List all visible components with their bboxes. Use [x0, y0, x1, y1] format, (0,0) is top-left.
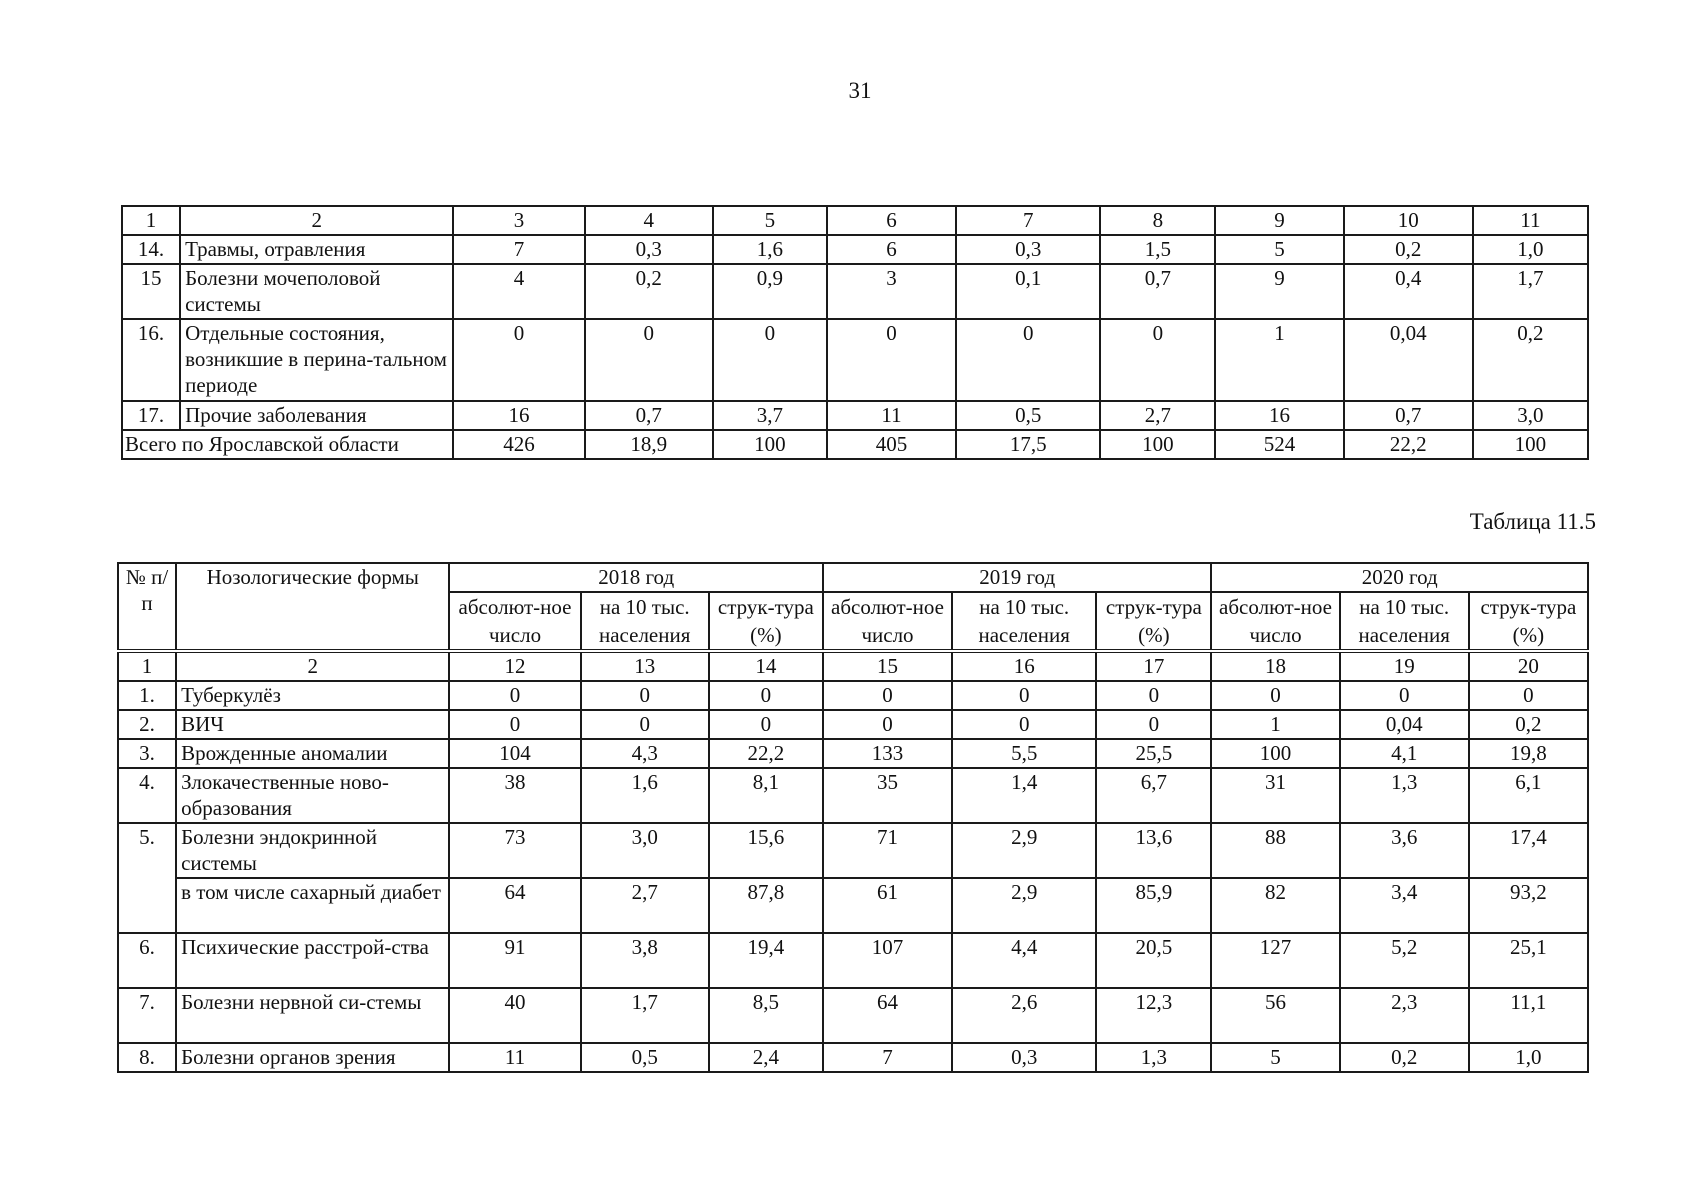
row-name: Болезни органов зрения — [176, 1043, 449, 1072]
row-number: 4. — [118, 768, 176, 823]
value-cell: 0 — [952, 710, 1096, 739]
table-row — [118, 681, 1588, 710]
value-cell: 4,4 — [952, 933, 1096, 988]
value-cell: 1 — [1215, 319, 1343, 401]
header-num: № п/п — [118, 563, 176, 651]
row-number: 7. — [118, 988, 176, 1043]
value-cell: 5,5 — [952, 739, 1096, 768]
value-cell: 0,2 — [585, 264, 713, 319]
value-cell: 0 — [1096, 681, 1211, 710]
value-cell: 3,6 — [1340, 823, 1469, 878]
value-cell: 0,7 — [1344, 401, 1473, 430]
value-cell: 0 — [823, 681, 952, 710]
row-number: 8. — [118, 1043, 176, 1072]
value-cell: 64 — [449, 878, 580, 933]
header-year: 2020 год — [1211, 563, 1588, 592]
value-cell: 0,2 — [1473, 319, 1588, 401]
value-cell: 31 — [1211, 768, 1339, 823]
value-cell: 0,7 — [585, 401, 713, 430]
value-cell: 0 — [713, 319, 827, 401]
value-cell: 0,04 — [1344, 319, 1473, 401]
total-value-cell: 405 — [827, 430, 956, 459]
header-sub: струк-тура (%) — [1469, 592, 1588, 651]
row-number: 17. — [122, 401, 180, 430]
total-value-cell: 22,2 — [1344, 430, 1473, 459]
total-value-cell: 100 — [1473, 430, 1588, 459]
header-sub: абсолют-ное число — [823, 592, 952, 651]
total-value-cell: 426 — [453, 430, 584, 459]
row-number: 6. — [118, 933, 176, 988]
value-cell: 104 — [449, 739, 580, 768]
value-cell: 1,3 — [1096, 1043, 1211, 1072]
row-number: 16. — [122, 319, 180, 401]
column-index-cell: 7 — [956, 206, 1100, 235]
value-cell: 91 — [449, 933, 580, 988]
table-row — [118, 768, 1588, 823]
value-cell: 0,9 — [713, 264, 827, 319]
value-cell: 38 — [449, 768, 580, 823]
value-cell: 64 — [823, 988, 952, 1043]
header-sub: струк-тура (%) — [1096, 592, 1211, 651]
row-number: 1. — [118, 681, 176, 710]
column-index-cell: 9 — [1215, 206, 1343, 235]
value-cell: 1,7 — [1473, 264, 1588, 319]
value-cell: 2,9 — [952, 878, 1096, 933]
total-value-cell: 18,9 — [585, 430, 713, 459]
value-cell: 0 — [1211, 681, 1339, 710]
column-index-row — [118, 651, 1588, 681]
row-number: 15 — [122, 264, 180, 319]
value-cell: 87,8 — [709, 878, 823, 933]
value-cell: 56 — [1211, 988, 1339, 1043]
column-index-cell: 12 — [449, 651, 580, 681]
value-cell: 0 — [956, 319, 1100, 401]
table-continuation — [121, 205, 1589, 460]
value-cell: 0,5 — [956, 401, 1100, 430]
value-cell: 0 — [1469, 681, 1588, 710]
value-cell: 0,04 — [1340, 710, 1469, 739]
value-cell: 0 — [449, 710, 580, 739]
value-cell: 1,3 — [1340, 768, 1469, 823]
header-sub: на 10 тыс. населения — [581, 592, 709, 651]
table-caption: Таблица 11.5 — [1469, 509, 1596, 534]
value-cell: 0 — [581, 710, 709, 739]
value-cell: 2,3 — [1340, 988, 1469, 1043]
value-cell: 16 — [453, 401, 584, 430]
value-cell: 88 — [1211, 823, 1339, 878]
value-cell: 1,7 — [581, 988, 709, 1043]
table-row — [122, 401, 1588, 430]
row-number: 2. — [118, 710, 176, 739]
value-cell: 22,2 — [709, 739, 823, 768]
column-index-cell: 3 — [453, 206, 584, 235]
header-sub: на 10 тыс. населения — [952, 592, 1096, 651]
column-index-cell: 20 — [1469, 651, 1588, 681]
column-index-cell: 11 — [1473, 206, 1588, 235]
header-year: 2018 год — [449, 563, 822, 592]
value-cell: 0 — [952, 681, 1096, 710]
column-index-cell: 13 — [581, 651, 709, 681]
value-cell: 11,1 — [1469, 988, 1588, 1043]
value-cell: 3,8 — [581, 933, 709, 988]
value-cell: 0 — [453, 319, 584, 401]
value-cell: 73 — [449, 823, 580, 878]
column-index-cell: 15 — [823, 651, 952, 681]
value-cell: 0,2 — [1344, 235, 1473, 264]
value-cell: 0 — [585, 319, 713, 401]
row-number: 14. — [122, 235, 180, 264]
table-row — [118, 739, 1588, 768]
value-cell: 61 — [823, 878, 952, 933]
value-cell: 8,1 — [709, 768, 823, 823]
value-cell: 12,3 — [1096, 988, 1211, 1043]
value-cell: 4,3 — [581, 739, 709, 768]
row-name: Болезни нервной си-стемы — [176, 988, 449, 1043]
value-cell: 7 — [823, 1043, 952, 1072]
value-cell: 6,7 — [1096, 768, 1211, 823]
column-index-cell: 1 — [122, 206, 180, 235]
value-cell: 1 — [1211, 710, 1339, 739]
value-cell: 5 — [1211, 1043, 1339, 1072]
value-cell: 11 — [449, 1043, 580, 1072]
value-cell: 5 — [1215, 235, 1343, 264]
value-cell: 127 — [1211, 933, 1339, 988]
value-cell: 3,0 — [1473, 401, 1588, 430]
value-cell: 0,5 — [581, 1043, 709, 1072]
value-cell: 13,6 — [1096, 823, 1211, 878]
column-index-cell: 1 — [118, 651, 176, 681]
value-cell: 16 — [1215, 401, 1343, 430]
table-11-5 — [117, 562, 1589, 1073]
table-row — [122, 319, 1588, 401]
value-cell: 1,5 — [1100, 235, 1215, 264]
value-cell: 0 — [449, 681, 580, 710]
value-cell: 0,1 — [956, 264, 1100, 319]
value-cell: 6 — [827, 235, 956, 264]
column-index-cell: 6 — [827, 206, 956, 235]
header-sub: абсолют-ное число — [449, 592, 580, 651]
total-row — [122, 430, 1588, 459]
header-row-years — [118, 563, 1588, 592]
column-index-cell: 4 — [585, 206, 713, 235]
table-row — [118, 988, 1588, 1043]
value-cell: 25,1 — [1469, 933, 1588, 988]
header-name: Нозологические формы — [176, 563, 449, 651]
value-cell: 0,3 — [956, 235, 1100, 264]
value-cell: 0 — [709, 681, 823, 710]
value-cell: 0,2 — [1340, 1043, 1469, 1072]
total-value-cell: 524 — [1215, 430, 1343, 459]
value-cell: 82 — [1211, 878, 1339, 933]
column-index-cell: 8 — [1100, 206, 1215, 235]
value-cell: 133 — [823, 739, 952, 768]
column-index-row — [122, 206, 1588, 235]
value-cell: 1,4 — [952, 768, 1096, 823]
value-cell: 85,9 — [1096, 878, 1211, 933]
column-index-cell: 16 — [952, 651, 1096, 681]
column-index-cell: 19 — [1340, 651, 1469, 681]
value-cell: 9 — [1215, 264, 1343, 319]
table-row — [118, 710, 1588, 739]
row-name: Отдельные состояния, возникшие в перина-тальном периоде — [180, 319, 453, 401]
value-cell: 40 — [449, 988, 580, 1043]
value-cell: 20,5 — [1096, 933, 1211, 988]
value-cell: 35 — [823, 768, 952, 823]
table-row — [122, 235, 1588, 264]
row-name: в том числе сахарный диабет — [176, 878, 449, 933]
table-row — [118, 1043, 1588, 1072]
value-cell: 1,0 — [1473, 235, 1588, 264]
row-name: Психические расстрой-ства — [176, 933, 449, 988]
row-name: ВИЧ — [176, 710, 449, 739]
value-cell: 3 — [827, 264, 956, 319]
page-number: 31 — [848, 78, 872, 103]
header-sub: абсолют-ное число — [1211, 592, 1339, 651]
row-name: Туберкулёз — [176, 681, 449, 710]
value-cell: 0 — [823, 710, 952, 739]
value-cell: 0 — [1100, 319, 1215, 401]
value-cell: 0 — [1340, 681, 1469, 710]
value-cell: 93,2 — [1469, 878, 1588, 933]
value-cell: 0 — [581, 681, 709, 710]
total-value-cell: 17,5 — [956, 430, 1100, 459]
table-row — [118, 823, 1588, 878]
value-cell: 15,6 — [709, 823, 823, 878]
value-cell: 0,2 — [1469, 710, 1588, 739]
value-cell: 19,8 — [1469, 739, 1588, 768]
table-row — [122, 264, 1588, 319]
value-cell: 3,4 — [1340, 878, 1469, 933]
value-cell: 3,0 — [581, 823, 709, 878]
column-index-cell: 2 — [176, 651, 449, 681]
value-cell: 0,3 — [952, 1043, 1096, 1072]
header-year: 2019 год — [823, 563, 1212, 592]
table-row — [118, 933, 1588, 988]
row-number: 3. — [118, 739, 176, 768]
value-cell: 2,4 — [709, 1043, 823, 1072]
total-label: Всего по Ярославской области — [122, 430, 453, 459]
value-cell: 19,4 — [709, 933, 823, 988]
value-cell: 2,6 — [952, 988, 1096, 1043]
row-name: Болезни мочеполовой системы — [180, 264, 453, 319]
row-name: Злокачественные ново-образования — [176, 768, 449, 823]
value-cell: 4,1 — [1340, 739, 1469, 768]
row-name: Болезни эндокринной системы — [176, 823, 449, 878]
value-cell: 17,4 — [1469, 823, 1588, 878]
value-cell: 71 — [823, 823, 952, 878]
column-index-cell: 17 — [1096, 651, 1211, 681]
column-index-cell: 2 — [180, 206, 453, 235]
header-sub: струк-тура (%) — [709, 592, 823, 651]
value-cell: 3,7 — [713, 401, 827, 430]
value-cell: 1,6 — [581, 768, 709, 823]
value-cell: 1,0 — [1469, 1043, 1588, 1072]
value-cell: 2,7 — [581, 878, 709, 933]
column-index-cell: 5 — [713, 206, 827, 235]
value-cell: 8,5 — [709, 988, 823, 1043]
value-cell: 25,5 — [1096, 739, 1211, 768]
value-cell: 5,2 — [1340, 933, 1469, 988]
value-cell: 100 — [1211, 739, 1339, 768]
column-index-cell: 18 — [1211, 651, 1339, 681]
value-cell: 0,3 — [585, 235, 713, 264]
row-name: Прочие заболевания — [180, 401, 453, 430]
column-index-cell: 10 — [1344, 206, 1473, 235]
value-cell: 0,4 — [1344, 264, 1473, 319]
value-cell: 11 — [827, 401, 956, 430]
total-value-cell: 100 — [713, 430, 827, 459]
value-cell: 6,1 — [1469, 768, 1588, 823]
column-index-cell: 14 — [709, 651, 823, 681]
value-cell: 0 — [1096, 710, 1211, 739]
value-cell: 2,9 — [952, 823, 1096, 878]
row-name: Травмы, отравления — [180, 235, 453, 264]
row-number: 5. — [118, 823, 176, 878]
value-cell: 0,7 — [1100, 264, 1215, 319]
value-cell: 0 — [709, 710, 823, 739]
table-row — [118, 878, 1588, 933]
value-cell: 1,6 — [713, 235, 827, 264]
value-cell: 107 — [823, 933, 952, 988]
total-value-cell: 100 — [1100, 430, 1215, 459]
value-cell: 0 — [827, 319, 956, 401]
row-number — [118, 878, 176, 933]
header-sub: на 10 тыс. населения — [1340, 592, 1469, 651]
row-name: Врожденные аномалии — [176, 739, 449, 768]
value-cell: 2,7 — [1100, 401, 1215, 430]
value-cell: 7 — [453, 235, 584, 264]
value-cell: 4 — [453, 264, 584, 319]
